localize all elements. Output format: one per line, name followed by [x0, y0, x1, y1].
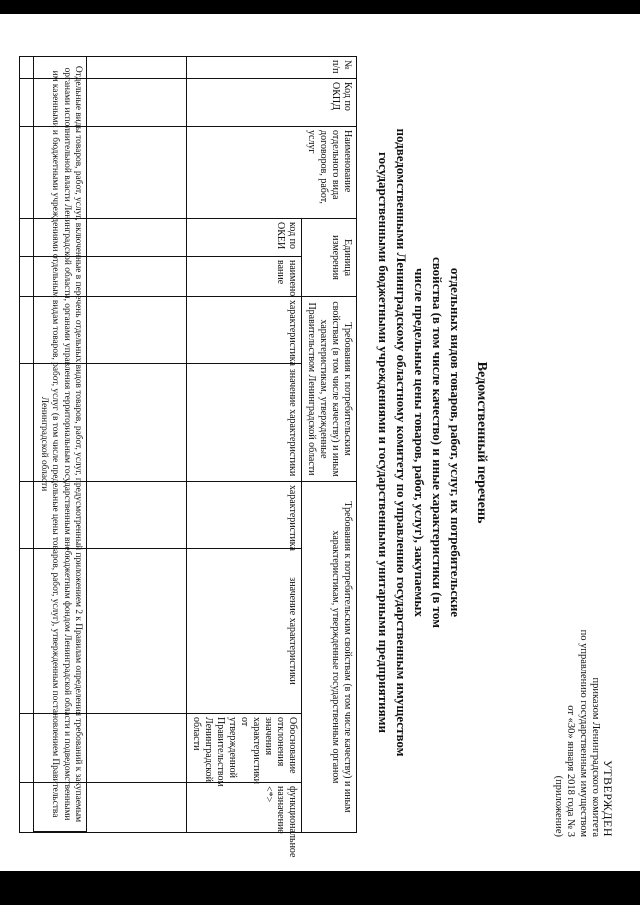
header-gov-requirements: Требования к потребительским свойствам (в том числе качеству) и иным характеристикам, утвержденные Правительством Ленинградской области — [302, 297, 357, 482]
header-okpd: Код по ОКПД — [187, 79, 357, 127]
scan-border-bottom — [0, 871, 640, 905]
scan-border-top — [0, 0, 640, 14]
approval-line-1: приказом Ленинградского комитета — [590, 677, 602, 837]
title-line-4: подведомственными Ленинградскому областному комитету по управлению государственным имуществом — [394, 128, 409, 757]
header-name: Наименование отдельного вида договоров, работ, услуг — [187, 127, 357, 219]
title-line-1: отдельных видов товаров, работ, услуг, их потребительские — [448, 267, 463, 618]
header-num: № п/п — [187, 57, 357, 79]
header-gov-value: значение характеристики — [187, 364, 302, 482]
title-line-5: государственными бюджетными учреждениями и государственными унитарными предприятиями — [376, 152, 391, 733]
title-heading: Ведомственный перечень — [474, 361, 489, 524]
title-line-2: свойства (в том числе качество) и иные характеристики (в том — [430, 256, 445, 628]
header-unit-code: код по ОКЕИ — [187, 219, 302, 257]
footnote-text: Отдельные виды товаров, работ, услуг, включенные в перечень отдельных видов товаров, работ, услуг, предусмотренный приложением 2 к Правилам определения требований к закупаемым органами исполнительной власти Ленинградской области, органами управления территориальным государственным внебюджетным фондом Ленинградской области и подведомственными им казенными и бюджетными учреждениями отдельным видам товаров, работ, услуг (в том числе предельные цены товаров, работ, услуг), утвержденным постановлением Правительства Ленинградской области — [38, 65, 83, 823]
header-state-requirements: Требования к потребительским свойствам (в том числе качеству) и иным характеристикам, утвержденные государственным органом — [302, 482, 357, 833]
approval-line-3: от «30» января 2018 года № 3 — [565, 705, 577, 837]
header-unit: Единица измерения — [302, 219, 357, 297]
approval-line-4: (приложение) — [553, 775, 564, 837]
approved-label: УТВЕРЖДЕН — [601, 760, 615, 837]
document-page — [20, 20, 620, 865]
header-gov-characteristic: характеристика — [187, 297, 302, 364]
approval-stamp — [552, 507, 615, 837]
header-justification: Обоснование отклонения значения характеристики от утвержденной Правительством Ленинградской области — [187, 714, 302, 783]
title-line-3: числе предельные цены товаров, работ, услуг), закупаемых — [412, 268, 427, 617]
header-state-value: значение характеристики — [187, 549, 302, 714]
header-function: функциональное назначение <*> — [187, 783, 302, 833]
table-header-row — [302, 57, 357, 833]
header-unit-name: наимено вание — [187, 257, 302, 297]
header-state-characteristic: характеристика — [187, 482, 302, 549]
document-title — [374, 20, 490, 865]
footnote-box — [33, 56, 87, 832]
approval-line-2: по управлению государственным имуществом — [578, 629, 589, 837]
